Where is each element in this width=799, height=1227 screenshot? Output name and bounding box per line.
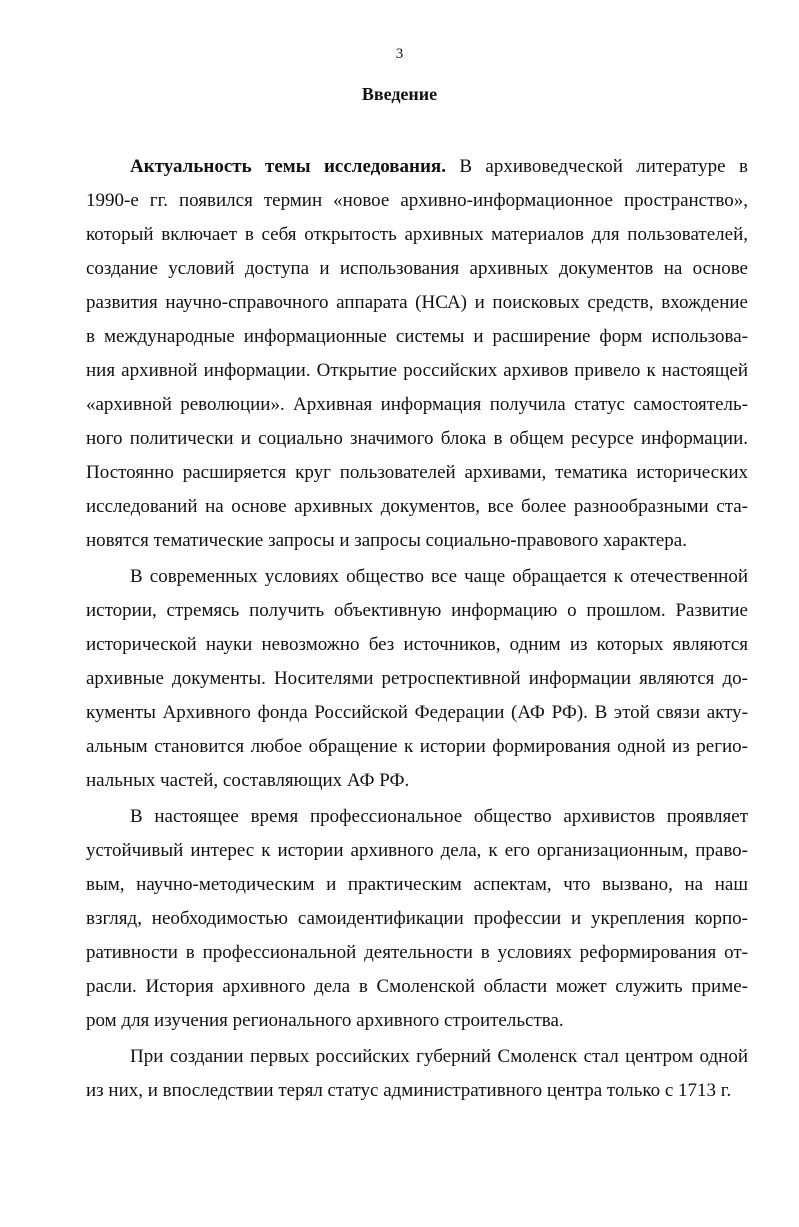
paragraph-line: ром для изучения регионального архивного строительства. [86, 1010, 564, 1031]
paragraph-line: ного политически и социально значимого блока в общем ресурсе информации. [86, 428, 748, 449]
paragraph-line: устойчивый интерес к истории архивного дела, к его организационным, право- [86, 840, 748, 861]
paragraph-line: истории, стремясь получить объективную информацию о прошлом. Развитие [86, 600, 748, 621]
paragraph-line: из них, и впоследствии терял статус административного центра только с 1713 г. [86, 1080, 732, 1101]
page-title: Введение [361, 84, 438, 104]
paragraph-lead: Актуальность темы исследования. [130, 156, 446, 177]
page-number: 3 [395, 46, 404, 62]
paragraph-society [86, 560, 748, 798]
paragraph-line: вым, научно-методическим и практическим аспектам, что вызвано, на наш [86, 874, 748, 895]
paragraph-line: новятся тематические запросы и запросы социально-правового характера. [86, 530, 687, 551]
paragraph-line: ративности в профессиональной деятельности в условиях реформирования от- [86, 942, 748, 963]
paragraph-line: При создании первых российских губерний Смоленск стал центром одной [130, 1046, 748, 1067]
paragraph-relevance [86, 150, 748, 558]
paragraph-line: Постоянно расширяется круг пользователей архивами, тематика исторических [86, 462, 748, 483]
paragraph-line: кументы Архивного фонда Российской Федерации (АФ РФ). В этой связи акту- [86, 702, 748, 723]
paragraph-line: который включает в себя открытость архивных материалов для пользователей, [86, 224, 748, 245]
paragraph-line: взгляд, необходимостью самоидентификации профессии и укрепления корпо- [86, 908, 748, 929]
paragraph-archivists [86, 800, 748, 1038]
paragraph-smolensk [86, 1040, 748, 1108]
paragraph-line: архивные документы. Носителями ретроспективной информации являются до- [86, 668, 748, 689]
paragraph-line: В современных условиях общество все чаще обращается к отечественной [130, 566, 748, 587]
paragraph-line: исторической науки невозможно без источников, одним из которых являются [86, 634, 748, 655]
paragraph-line: «архивной революции». Архивная информация получила статус самостоятель- [86, 394, 748, 415]
paragraph-line: создание условий доступа и использования архивных документов на основе [86, 258, 748, 279]
paragraph-line: развития научно-справочного аппарата (НСА) и поисковых средств, вхождение [86, 292, 748, 313]
paragraph-line: Актуальность темы исследования. В архивоведческой литературе в [130, 156, 748, 177]
paragraph-line: альным становится любое обращение к истории формирования одной из регио- [86, 736, 748, 757]
paragraph-line: исследований на основе архивных документов, все более разнообразными ста- [86, 496, 748, 517]
paragraph-line: расли. История архивного дела в Смоленской области может служить приме- [86, 976, 748, 997]
paragraph-line: 1990-е гг. появился термин «новое архивно-информационное пространство», [86, 190, 748, 211]
paragraph-line: нальных частей, составляющих АФ РФ. [86, 770, 410, 791]
paragraph-line: в международные информационные системы и расширение форм использова- [86, 326, 748, 347]
paragraph-line: В настоящее время профессиональное общество архивистов проявляет [130, 806, 748, 827]
paragraph-line: ния архивной информации. Открытие российских архивов привело к настоящей [86, 360, 748, 381]
body-text [86, 150, 748, 1110]
